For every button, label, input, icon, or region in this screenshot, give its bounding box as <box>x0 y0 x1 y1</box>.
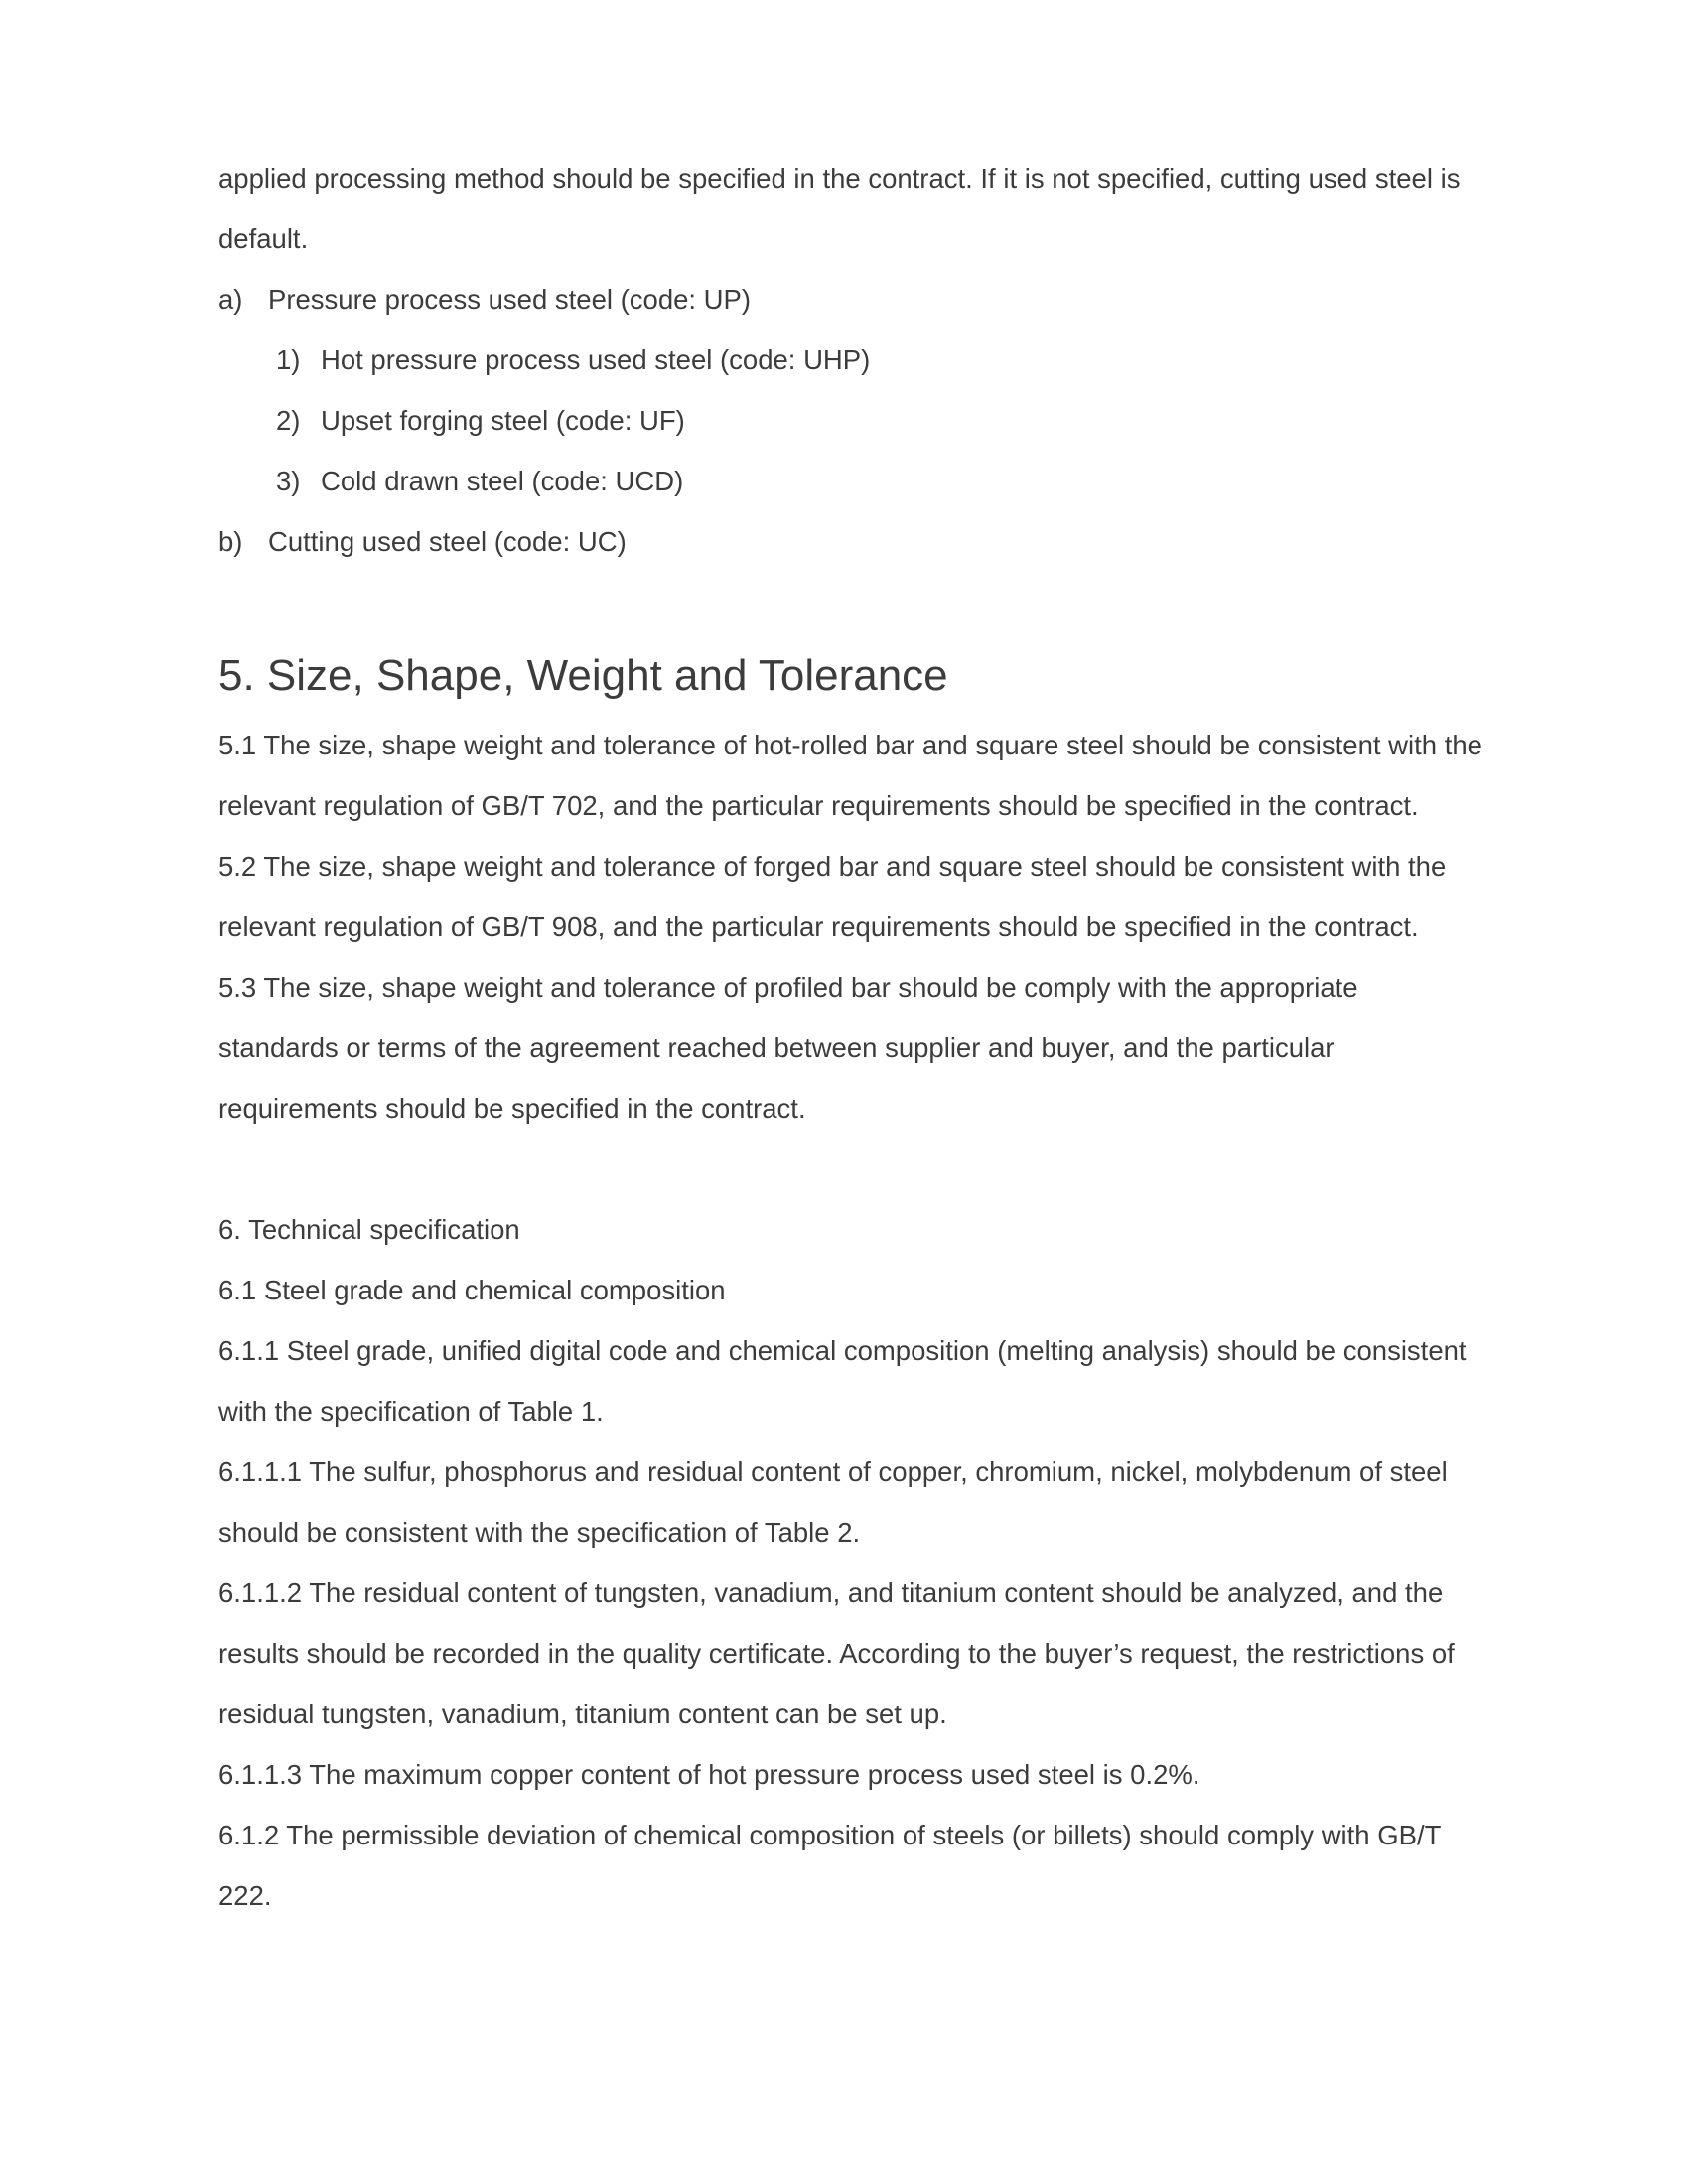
paragraph-6-1-1-3 <box>218 1744 1470 1805</box>
list-item <box>218 511 1470 572</box>
section-5-heading: 5. Size, Shape, Weight and Tolerance <box>218 651 948 700</box>
paragraph-line: 6.1.2 The permissible deviation of chemical composition of steels (or billets) should comply with GB/T <box>218 1820 1442 1850</box>
paragraph-line: relevant regulation of GB/T 702, and the particular requirements should be specified in the contract. <box>218 790 1419 821</box>
paragraph-line: results should be recorded in the quality certificate. According to the buyer’s request, the restrictions of <box>218 1638 1455 1669</box>
paragraph-line: residual tungsten, vanadium, titanium content can be set up. <box>218 1699 947 1729</box>
list-marker: 2) <box>276 405 301 436</box>
paragraph-line: 6.1.1.3 The maximum copper content of hot pressure process used steel is 0.2%. <box>218 1759 1200 1790</box>
paragraph-line: applied processing method should be specified in the contract. If it is not specified, cutting used steel is <box>218 163 1461 194</box>
list-item-text: Hot pressure process used steel (code: UHP) <box>321 344 871 375</box>
paragraph-line: should be consistent with the specification of Table 2. <box>218 1517 861 1548</box>
list-item-text: Cold drawn steel (code: UCD) <box>321 466 684 496</box>
list-marker: 1) <box>276 344 301 375</box>
paragraph-line: default. <box>218 223 309 254</box>
paragraph-5-3 <box>218 957 1470 1139</box>
list-item <box>218 451 1470 511</box>
list-item-text: Pressure process used steel (code: UP) <box>268 284 752 315</box>
list-item-text: Cutting used steel (code: UC) <box>268 526 627 557</box>
list-item <box>218 269 1470 330</box>
list-marker: a) <box>218 284 243 315</box>
list-item-text: Upset forging steel (code: UF) <box>321 405 685 436</box>
paragraph-5-2 <box>218 836 1470 957</box>
paragraph-6-1-1-2 <box>218 1563 1470 1744</box>
paragraph-line: standards or terms of the agreement reached between supplier and buyer, and the particular <box>218 1032 1335 1063</box>
paragraph-line: 5.2 The size, shape weight and tolerance of forged bar and square steel should be consistent with the <box>218 851 1447 882</box>
paragraph-6-1-2 <box>218 1805 1470 1926</box>
paragraph-line: 6.1.1.2 The residual content of tungsten, vanadium, and titanium content should be analyzed, and the <box>218 1577 1444 1608</box>
list-item <box>218 330 1470 390</box>
blank-line <box>218 1139 1470 1199</box>
list-marker: b) <box>218 526 243 557</box>
list-item <box>218 390 1470 451</box>
paragraph-line: 6.1.1 Steel grade, unified digital code and chemical composition (melting analysis) should be consistent <box>218 1335 1467 1366</box>
paragraph-line: relevant regulation of GB/T 908, and the particular requirements should be specified in the contract. <box>218 911 1419 942</box>
paragraph-6 <box>218 1199 1470 1260</box>
paragraph-line: 222. <box>218 1880 272 1911</box>
paragraph-5-1 <box>218 715 1482 836</box>
paragraph-line: with the specification of Table 1. <box>218 1396 604 1427</box>
process-list <box>218 269 1470 572</box>
paragraph-line: 6. Technical specification <box>218 1214 520 1245</box>
list-marker: 3) <box>276 466 301 496</box>
paragraph-line: 5.1 The size, shape weight and tolerance of hot-rolled bar and square steel should be consistent with the <box>218 730 1482 760</box>
paragraph-6-1 <box>218 1260 1470 1320</box>
paragraph-6-1-1-1 <box>218 1441 1470 1563</box>
paragraph-6-1-1 <box>218 1320 1470 1441</box>
paragraph-line: 5.3 The size, shape weight and tolerance of profiled bar should be comply with the appropriate <box>218 972 1358 1003</box>
paragraph-line: 6.1.1.1 The sulfur, phosphorus and residual content of copper, chromium, nickel, molybdenum of steel <box>218 1456 1448 1487</box>
paragraph-line: requirements should be specified in the contract. <box>218 1093 806 1124</box>
paragraph-line: 6.1 Steel grade and chemical composition <box>218 1275 726 1305</box>
intro-paragraph <box>218 148 1470 269</box>
